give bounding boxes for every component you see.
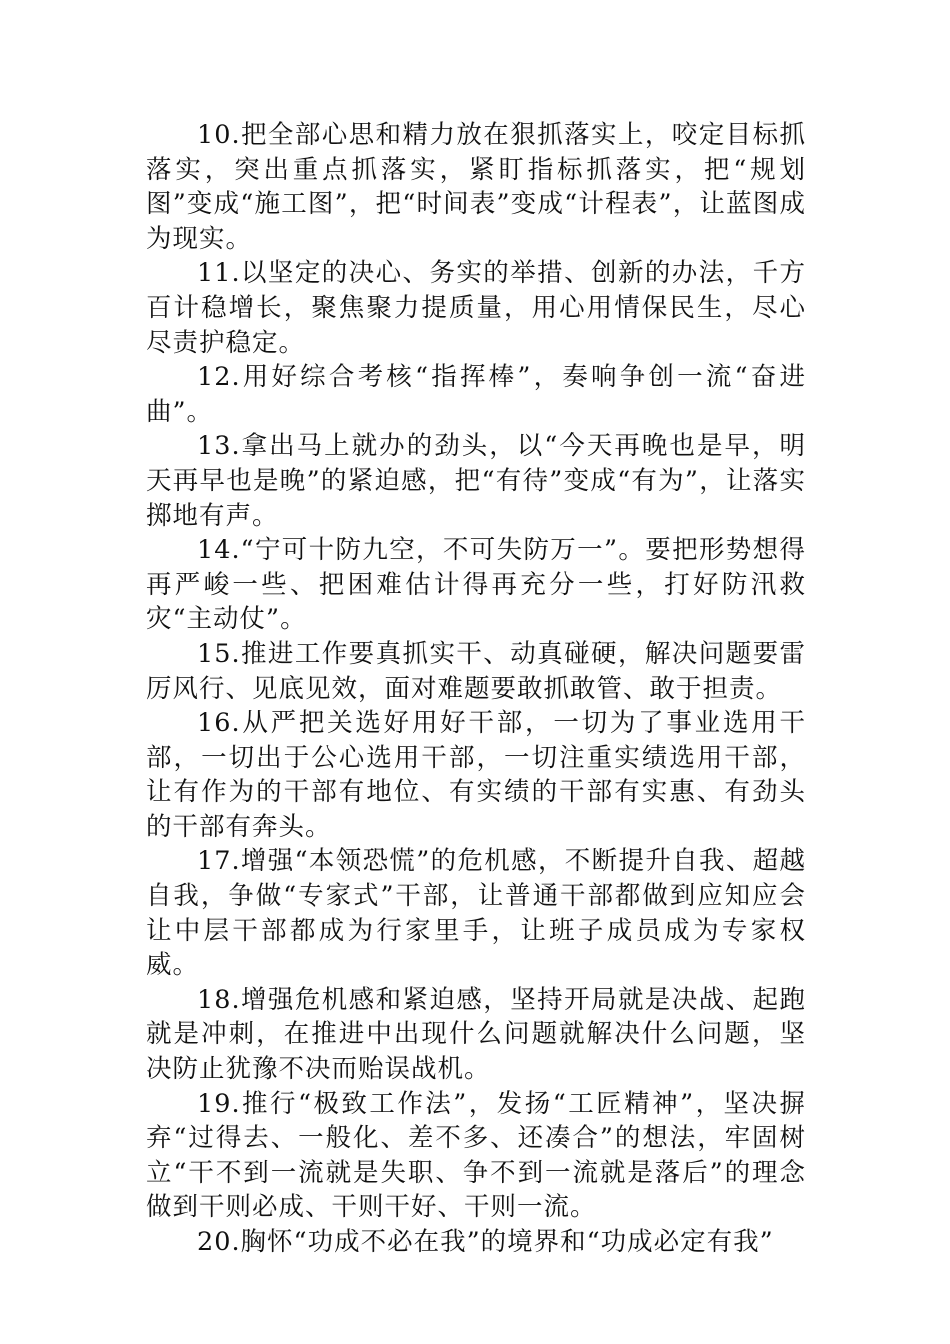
paragraph-17: 17.增强“本领恐慌”的危机感，不断提升自我、超越自我，争做“专家式”干部，让普通干部都做到应知应会让中层干部都成为行家里手，让班子成员成为专家权威。 [146, 846, 806, 981]
paragraph-18: 18.增强危机感和紧迫感，坚持开局就是决战、起跑就是冲刺，在推进中出现什么问题就解决什么问题，坚决防止犹豫不决而贻误战机。 [146, 984, 806, 1085]
document-page [146, 118, 806, 1260]
paragraph-11: 11.以坚定的决心、务实的举措、创新的办法，千方百计稳增长，聚焦聚力提质量，用心用情保民生，尽心尽责护稳定。 [146, 258, 806, 358]
paragraph-10: 10.把全部心思和精力放在狠抓落实上，咬定目标抓落实，突出重点抓落实，紧盯指标抓落实，把“规划图”变成“施工图”，把“时间表”变成“计程表”，让蓝图成为现实。 [146, 120, 806, 254]
paragraph-16: 16.从严把关选好用好干部，一切为了事业选用干部，一切出于公心选用干部，一切注重实绩选用干部，让有作为的干部有地位、有实绩的干部有实惠、有劲头的干部有奔头。 [146, 708, 806, 842]
paragraph-15: 15.推进工作要真抓实干、动真碰硬，解决问题要雷厉风行、见底见效，面对难题要敢抓敢管、敢于担责。 [146, 638, 806, 704]
paragraph-20: 20.胸怀“功成不必在我”的境界和“功成必定有我” [197, 1227, 774, 1257]
paragraph-13: 13.拿出马上就办的劲头，以“今天再晚也是早，明天再早也是晚”的紧迫感，把“有待”变成“有为”，让落实掷地有声。 [146, 431, 806, 531]
paragraph-19: 19.推行“极致工作法”，发扬“工匠精神”，坚决摒弃“过得去、一般化、差不多、还凑合”的想法，牢固树立“干不到一流就是失职、争不到一流就是落后”的理念做到干则必成、干则干好、干则一流。 [146, 1088, 806, 1223]
paragraph-12: 12.用好综合考核“指挥棒”，奏响争创一流“奋进曲”。 [146, 362, 806, 427]
paragraph-14: 14.“宁可十防九空，不可失防万一”。要把形势想得再严峻一些、把困难估计得再充分一些，打好防汛救灾“主动仗”。 [146, 535, 806, 635]
